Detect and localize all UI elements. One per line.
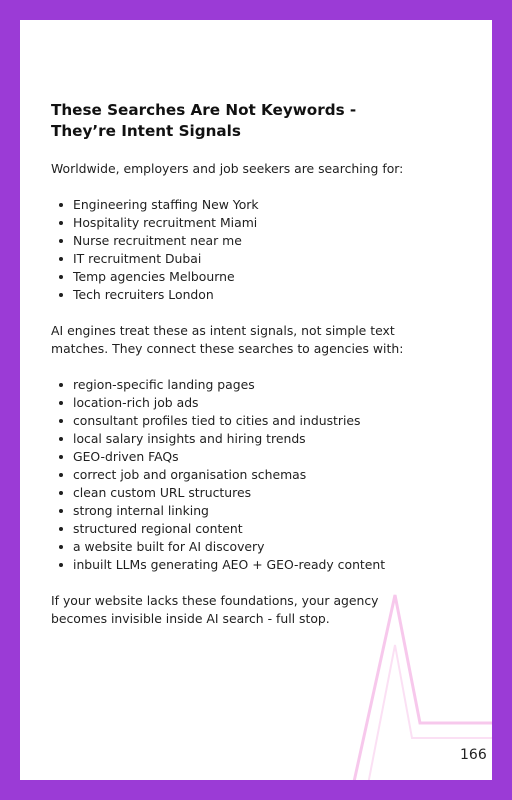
search-examples-list bbox=[51, 196, 451, 304]
list-item: local salary insights and hiring trends bbox=[51, 430, 451, 448]
list-item: Engineering staffing New York bbox=[51, 196, 451, 214]
list-item: region-specific landing pages bbox=[51, 376, 451, 394]
intro-paragraph: Worldwide, employers and job seekers are searching for: bbox=[51, 161, 404, 176]
list-item: IT recruitment Dubai bbox=[51, 250, 451, 268]
section-heading-line-2: They’re Intent Signals bbox=[51, 122, 241, 140]
list-item: Hospitality recruitment Miami bbox=[51, 214, 451, 232]
closing-line-2: becomes invisible inside AI search - full stop. bbox=[51, 611, 330, 626]
ai-engines-line-2: matches. They connect these searches to agencies with: bbox=[51, 341, 404, 356]
closing-line-1: If your website lacks these foundations, your agency bbox=[51, 593, 379, 608]
list-item: structured regional content bbox=[51, 520, 451, 538]
ai-engines-line-1: AI engines treat these as intent signals, not simple text bbox=[51, 323, 395, 338]
list-item: Temp agencies Melbourne bbox=[51, 268, 451, 286]
ai-engines-paragraph bbox=[51, 322, 451, 358]
document-body bbox=[51, 100, 451, 628]
document-page bbox=[20, 20, 492, 780]
list-item: a website built for AI discovery bbox=[51, 538, 451, 556]
list-item: Nurse recruitment near me bbox=[51, 232, 451, 250]
section-heading-line-1: These Searches Are Not Keywords - bbox=[51, 101, 357, 119]
list-item: consultant profiles tied to cities and industries bbox=[51, 412, 451, 430]
section-heading bbox=[51, 100, 451, 142]
list-item: Tech recruiters London bbox=[51, 286, 451, 304]
closing-paragraph bbox=[51, 592, 451, 628]
list-item: GEO-driven FAQs bbox=[51, 448, 451, 466]
page-number: 166 bbox=[460, 747, 487, 763]
agency-features-list bbox=[51, 376, 451, 574]
list-item: strong internal linking bbox=[51, 502, 451, 520]
list-item: location-rich job ads bbox=[51, 394, 451, 412]
list-item: correct job and organisation schemas bbox=[51, 466, 451, 484]
list-item: clean custom URL structures bbox=[51, 484, 451, 502]
list-item: inbuilt LLMs generating AEO + GEO-ready content bbox=[51, 556, 451, 574]
